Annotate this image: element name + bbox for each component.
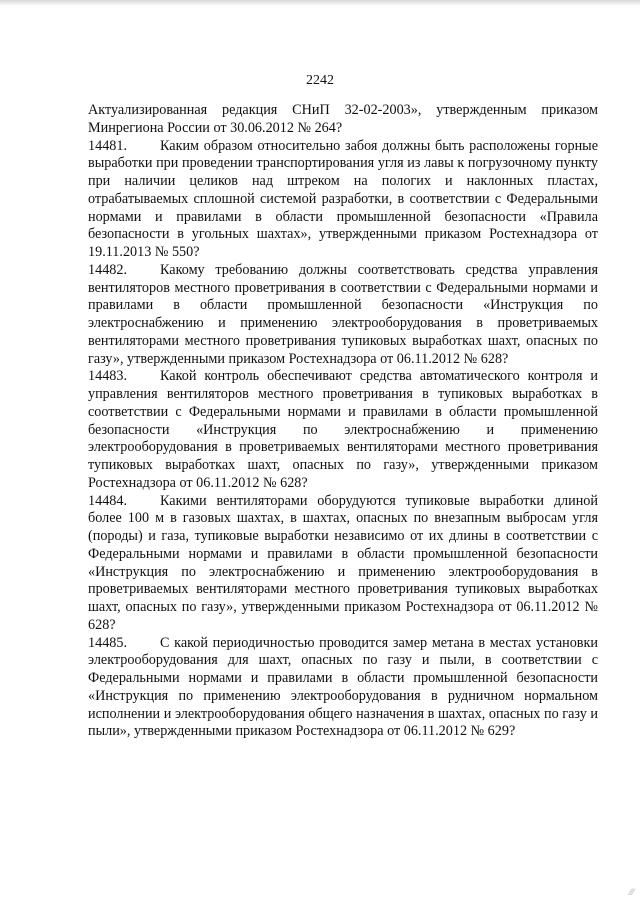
page-number: 2242 [306, 73, 334, 88]
question-item [88, 262, 598, 369]
question-item [88, 635, 598, 742]
question-number: 14485. [88, 634, 128, 651]
document-body [88, 102, 598, 741]
question-number: 14484. [88, 492, 128, 509]
question-text: Какими вентиляторами оборудуются тупиковые выработки длиной более 100 м в газовых шахтах, в шахтах, опасных по внезапным выбросам угля (породы) и газа, тупиковые выработки независимо от их длины в соответствии с Федеральными нормами и правилами в области промышленной безопасности «Инструкция по электроснабжению и применению электрооборудования в проветриваемых вентиляторами местного проветривания тупиковых выработках шахт, опасных по газу», утвержденными приказом Ростехнадзора от 06.11.2012 № 628? [88, 492, 598, 633]
question-item [88, 368, 598, 492]
question-number: 14482. [88, 261, 128, 278]
scan-artifact-mark: ⁄⁄⁄ [629, 887, 634, 897]
question-text: Какому требованию должны соответствовать средства управления вентиляторов местного проветривания в соответствии с Федеральными нормами и правилами в области промышленной безопасности «Инструкция по электроснабжению и применению электрооборудования в проветриваемых вентиляторами местного проветривания тупиковых выработках шахт, опасных по газу», утвержденными приказом Ростехнадзора от 06.11.2012 № 628? [88, 261, 598, 367]
question-number: 14481. [88, 137, 128, 154]
question-text: Какой контроль обеспечивают средства автоматического контроля и управления вентиляторов местного проветривания в тупиковых выработках в соответствии с Федеральными нормами и правилами в области промышленной безопасности «Инструкция по электроснабжению и применению электрооборудования в проветриваемых вентиляторами местного проветривания тупиковых выработках шахт, опасных по газу», утвержденными приказом Ростехнадзора от 06.11.2012 № 628? [88, 368, 598, 491]
question-item [88, 138, 598, 262]
question-item [88, 493, 598, 635]
question-number: 14483. [88, 368, 128, 385]
intro-paragraph: Актуализированная редакция СНиП 32-02-2003», утвержденным приказом Минрегиона России от 30.06.2012 № 264? [88, 102, 598, 136]
scan-edge [0, 0, 640, 6]
question-text: Каким образом относительно забоя должны быть расположены горные выработки при проведении транспортирования угля из лавы к погрузочному пункту при наличии целиков над штреком на пологих и наклонных пластах, отрабатываемых сплошной системой разработки, в соответствии с Федеральными нормами и правилами в области промышленной безопасности «Правила безопасности в угольных шахтах», утвержденными приказом Ростехнадзора от 19.11.2013 № 550? [88, 137, 598, 260]
question-text: С какой периодичностью проводится замер метана в местах установки электрооборудования для шахт, опасных по газу и пыли, в соответствии с Федеральными нормами и правилами в области промышленной безопасности «Инструкция по применению электрооборудования в рудничном нормальном исполнении и электрооборудования общего назначения в шахтах, опасных по газу и пыли», утвержденными приказом Ростехнадзора от 06.11.2012 № 629? [88, 634, 598, 740]
